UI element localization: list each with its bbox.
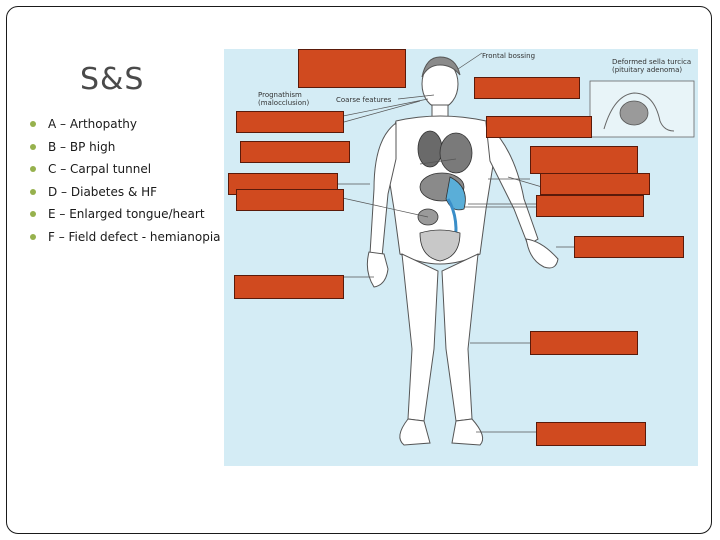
covered-label-box bbox=[536, 195, 644, 217]
label-prognathism: Prognathism bbox=[258, 91, 302, 99]
bullet-text: F – Field defect - hemianopia bbox=[48, 229, 221, 244]
bullet-text: A – Arthopathy bbox=[48, 117, 138, 131]
slide-title: S&S bbox=[80, 62, 145, 97]
bullet-text: D – Diabetes & HF bbox=[48, 184, 158, 199]
label-pituitary-adenoma: (pituitary adenoma) bbox=[612, 66, 683, 74]
covered-label-box bbox=[540, 173, 650, 195]
bullet-item bbox=[30, 227, 221, 250]
covered-label-box bbox=[530, 146, 638, 174]
bullet-dot-icon bbox=[30, 121, 36, 127]
bullet-item bbox=[30, 114, 221, 137]
bullet-text: E – Enlarged tongue/heart bbox=[48, 207, 205, 221]
bullet-dot-icon bbox=[30, 144, 36, 150]
label-coarse-features: Coarse features bbox=[336, 96, 392, 104]
bullet-item bbox=[30, 182, 221, 205]
bullet-dot-icon bbox=[30, 166, 36, 172]
bullet-dot-icon bbox=[30, 211, 36, 217]
bullet-text: C – Carpal tunnel bbox=[48, 162, 152, 176]
bullet-item bbox=[30, 204, 221, 227]
bullet-dot-icon bbox=[30, 189, 36, 195]
covered-label-box bbox=[236, 111, 344, 133]
bullet-item bbox=[30, 159, 221, 182]
covered-label-box bbox=[536, 422, 646, 446]
label-sella-turcica: Deformed sella turcica bbox=[612, 58, 692, 66]
covered-label-box bbox=[234, 275, 344, 299]
covered-label-box bbox=[530, 331, 638, 355]
covered-label-box bbox=[236, 189, 344, 211]
bullet-list bbox=[30, 114, 221, 249]
covered-label-box bbox=[574, 236, 684, 258]
covered-label-box bbox=[474, 77, 580, 99]
bullet-text: B – BP high bbox=[48, 139, 116, 154]
covered-label-box bbox=[240, 141, 350, 163]
covered-label-box bbox=[298, 49, 406, 88]
bullet-dot-icon bbox=[30, 234, 36, 240]
acromegaly-figure bbox=[224, 49, 698, 466]
covered-label-box bbox=[486, 116, 592, 138]
label-malocclusion: (malocclusion) bbox=[258, 99, 310, 107]
label-frontal-bossing: Frontal bossing bbox=[482, 52, 536, 60]
bullet-item bbox=[30, 137, 221, 160]
